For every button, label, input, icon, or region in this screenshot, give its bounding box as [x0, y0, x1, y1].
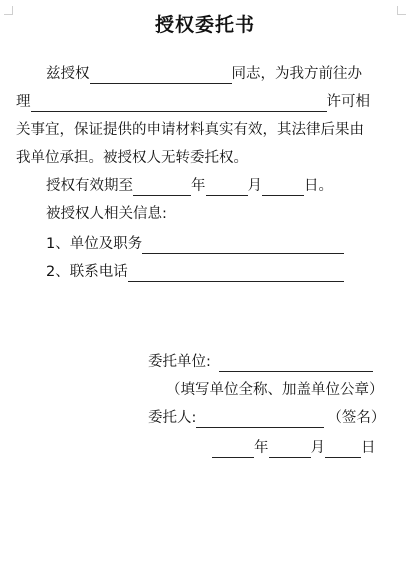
sign-day-blank[interactable] [325, 441, 361, 458]
sign-year-blank[interactable] [212, 441, 254, 458]
intro-suffix: 同志，为我方前往办 [231, 66, 362, 82]
item-unit-position [46, 234, 344, 254]
sign-date-line [212, 438, 376, 458]
principal-unit-note: （填写单位全称、加盖单位公章） [166, 382, 384, 398]
matter-suffix: 许可相 [326, 94, 370, 110]
validity-line [46, 176, 333, 196]
principal-person-label: 委托人: [148, 410, 197, 426]
sign-year-label: 年 [254, 440, 269, 456]
validity-label: 授权有效期至 [46, 178, 133, 194]
body-line-4: 我单位承担。被授权人无转委托权。 [16, 150, 248, 166]
authorized-person-blank[interactable] [90, 67, 232, 84]
sign-month-label: 月 [310, 440, 325, 456]
matter-blank[interactable] [31, 95, 327, 112]
principal-unit-label: 委托单位: [148, 354, 211, 370]
principal-person-line [148, 408, 385, 428]
phone-blank[interactable] [128, 265, 344, 282]
matter-prefix: 理 [16, 94, 31, 110]
validity-day-label: 日。 [304, 178, 333, 194]
intro-prefix: 兹授权 [46, 66, 90, 82]
principal-person-blank[interactable] [196, 411, 324, 428]
intro-line [46, 64, 362, 84]
info-label: 被授权人相关信息: [46, 206, 167, 222]
item-phone [46, 262, 344, 282]
principal-unit-line [148, 352, 373, 372]
document-title: 授权委托书 [154, 14, 255, 36]
sign-month-blank[interactable] [269, 441, 311, 458]
unit-position-blank[interactable] [142, 237, 344, 254]
matter-line [16, 92, 370, 112]
principal-unit-blank[interactable] [219, 355, 373, 372]
validity-day-blank[interactable] [262, 179, 304, 196]
item-phone-label: 2、联系电话 [46, 264, 128, 280]
validity-month-label: 月 [247, 178, 262, 194]
sign-note: （签名） [327, 410, 386, 426]
body-line-3: 关事宜，保证提供的申请材料真实有效，其法律后果由 [16, 122, 364, 138]
validity-year-blank[interactable] [133, 179, 191, 196]
item-unit-position-label: 1、单位及职务 [46, 236, 143, 252]
sign-day-label: 日 [361, 440, 376, 456]
validity-year-label: 年 [191, 178, 206, 194]
validity-month-blank[interactable] [206, 179, 248, 196]
